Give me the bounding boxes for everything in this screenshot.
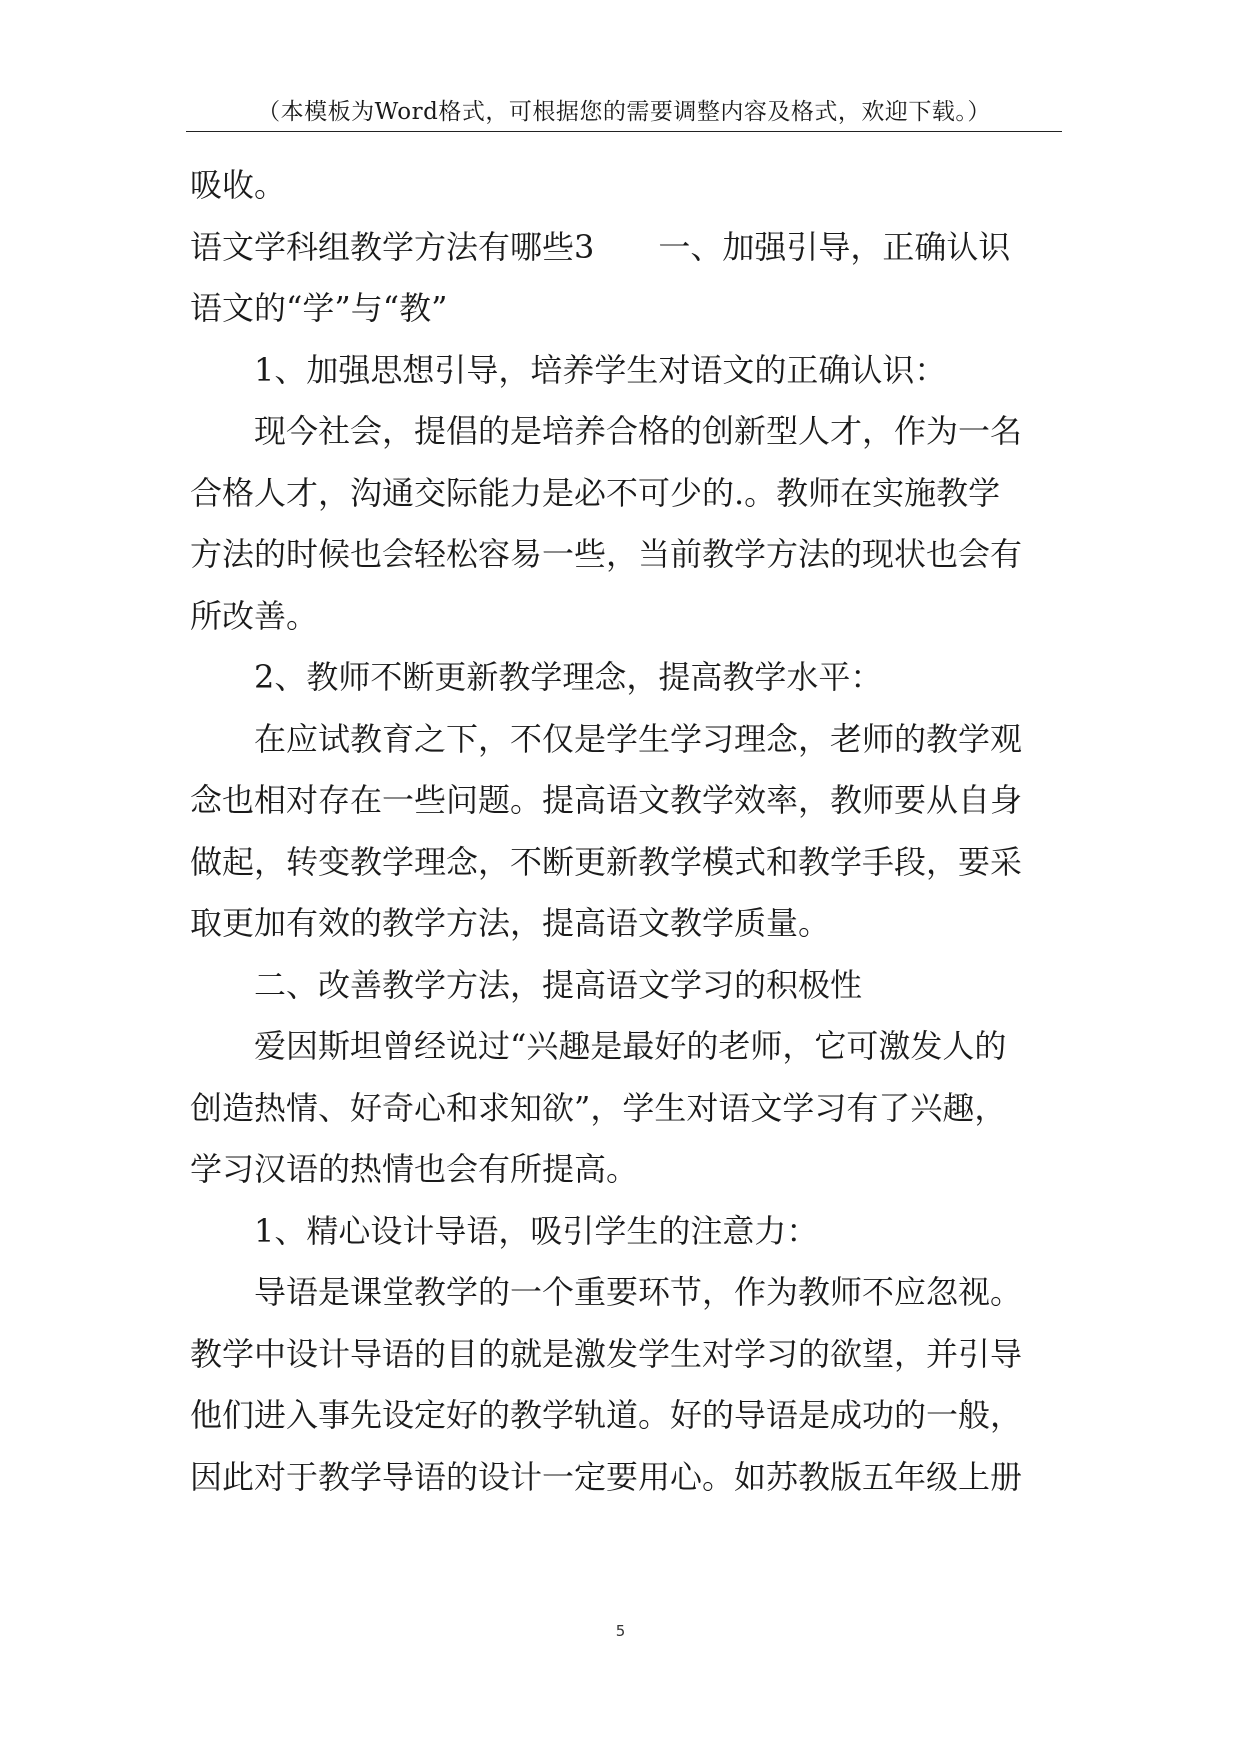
section-title-line [190, 217, 1070, 279]
paragraph-line: 合格人才，沟通交际能力是必不可少的.。教师在实施教学 [190, 473, 1001, 512]
document-body [190, 155, 1070, 1508]
heading-one-part-1: 一、加强引导，正确认识 [658, 227, 1011, 266]
subheading-2-1: 1、精心设计导语，吸引学生的注意力： [254, 1211, 819, 1250]
paragraph-line: 取更加有效的教学方法，提高语文教学质量。 [190, 904, 831, 942]
paragraph-line: 爱因斯坦曾经说过“兴趣是最好的老师，它可激发人的 [254, 1027, 1007, 1065]
section-title: 语文学科组教学方法有哪些3 [190, 227, 595, 266]
paragraph-line: 做起，转变教学理念，不断更新教学模式和教学手段，要采 [190, 842, 1023, 881]
paragraph-line: 吸收。 [190, 166, 287, 204]
paragraph-line: 因此对于教学导语的设计一定要用心。如苏教版五年级上册 [190, 1457, 1023, 1496]
page-number: 5 [615, 1622, 626, 1640]
subheading-1-1: 1、加强思想引导，培养学生对语文的正确认识： [254, 350, 947, 389]
paragraph-line: 方法的时候也会轻松容易一些，当前教学方法的现状也会有 [190, 535, 1023, 573]
paragraph-line: 他们进入事先设定好的教学轨道。好的导语是成功的一般， [190, 1396, 1023, 1434]
paragraph-line: 所改善。 [190, 596, 319, 635]
paragraph-line: 在应试教育之下，不仅是学生学习理念，老师的教学观 [254, 719, 1023, 758]
page-header-note: （本模板为Word格式，可根据您的需要调整内容及格式，欢迎下载。） [257, 99, 991, 125]
header-divider [186, 131, 1062, 132]
paragraph-line: 创造热情、好奇心和求知欲”，学生对语文学习有了兴趣， [190, 1088, 1007, 1127]
heading-one-part-2: 语文的“学”与“教” [190, 289, 448, 327]
paragraph-line: 教学中设计导语的目的就是激发学生对学习的欲望，并引导 [190, 1334, 1023, 1373]
subheading-1-2: 2、教师不断更新教学理念，提高教学水平： [254, 658, 883, 696]
paragraph-line: 导语是课堂教学的一个重要环节，作为教师不应忽视。 [254, 1273, 1023, 1311]
paragraph-line: 现今社会，提倡的是培养合格的创新型人才，作为一名 [254, 412, 1023, 450]
paragraph-line: 念也相对存在一些问题。提高语文教学效率，教师要从自身 [190, 781, 1023, 819]
heading-two: 二、改善教学方法，提高语文学习的积极性 [254, 965, 863, 1004]
paragraph-line: 学习汉语的热情也会有所提高。 [190, 1150, 639, 1188]
